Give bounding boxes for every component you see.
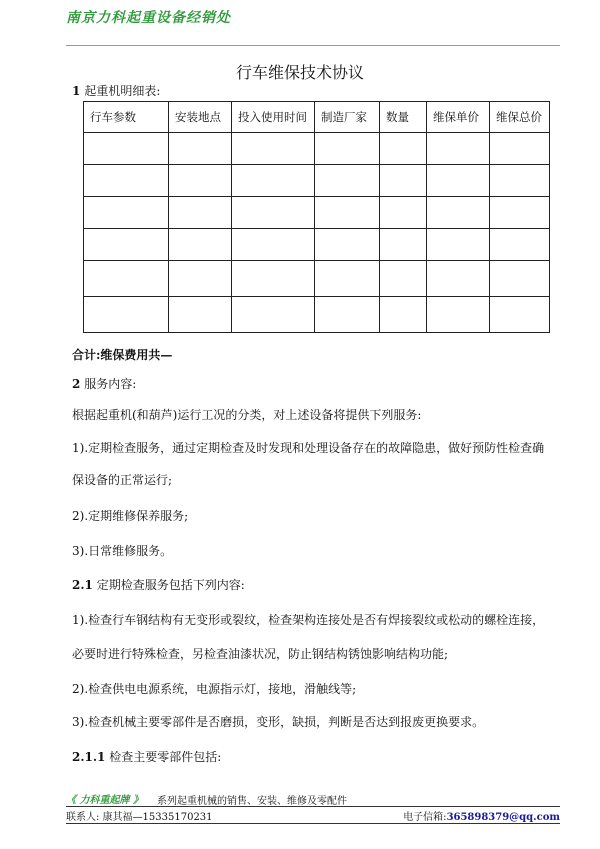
service-1-line-2: 保设备的正常运行; [72, 473, 173, 487]
footer-email-link[interactable]: 365898379@qq.com [446, 811, 560, 823]
footer-brand: 《 力科重起牌 》 [66, 791, 143, 807]
section-2-heading [72, 376, 136, 392]
inspection-1-line-2: 必要时进行特殊检查，另检查油漆状况，防止钢结构锈蚀影响结构功能; [72, 647, 449, 661]
total-fee: 合计:维保费用共— [72, 348, 173, 362]
section-2-label: 服务内容: [84, 377, 137, 391]
page-footer [66, 792, 560, 824]
col-header-commission-date: 投入使用时间 [232, 102, 315, 133]
inspection-3: 3).检查机械主要零部件是否磨损，变形，缺损，判断是否达到报废更换要求。 [72, 715, 485, 729]
col-header-install-location: 安装地点 [169, 102, 232, 133]
section-1-number: 1 [72, 84, 81, 98]
section-1-heading [72, 82, 160, 99]
footer-email-label: 电子信箱: [403, 811, 447, 823]
section-2-1-1-heading [72, 749, 221, 765]
service-1-line-1: 1).定期检查服务，通过定期检查及时发现和处理设备存在的故障隐患，做好预防性检查确 [72, 441, 545, 455]
table-row [84, 297, 550, 333]
section-2-1-1-label: 检查主要零部件包括: [109, 750, 222, 764]
section-2-1-1-number: 2.1.1 [72, 750, 106, 764]
footer-contact-row [66, 807, 560, 824]
section-1-label: 起重机明细表: [84, 84, 161, 98]
footer-email-block [403, 808, 560, 823]
col-header-crane-params: 行车参数 [84, 102, 169, 133]
section-2-number: 2 [72, 377, 81, 391]
crane-details-table [83, 101, 550, 333]
footer-brand-row [66, 792, 560, 807]
services-intro: 根据起重机(和葫芦)运行工况的分类，对上述设备将提供下列服务: [72, 408, 422, 422]
table-row [84, 165, 550, 197]
company-name: 南京力科起重设备经销处 [66, 10, 231, 26]
inspection-2: 2).检查供电电源系统，电源指示灯，接地，滑触线等; [72, 682, 357, 696]
table-row [84, 229, 550, 261]
col-header-total-price: 维保总价 [490, 102, 550, 133]
col-header-manufacturer: 制造厂家 [315, 102, 380, 133]
inspection-1-line-1: 1).检查行车钢结构有无变形或裂纹，检查架构连接处是否有焊接裂纹或松动的螺栓连接， [72, 613, 545, 627]
table-header-row [84, 102, 550, 133]
service-2: 2).定期维修保养服务; [72, 509, 189, 523]
section-2-1-heading [72, 577, 245, 593]
footer-tagline: 系列起重机械的销售、安装、维修及零配件 [156, 795, 347, 807]
col-header-quantity: 数量 [380, 102, 427, 133]
section-2-1-label: 定期检查服务包括下列内容: [96, 578, 245, 592]
table-row [84, 261, 550, 297]
document-title: 行车维保技术协议 [235, 63, 364, 82]
col-header-unit-price: 维保单价 [427, 102, 490, 133]
table-row [84, 133, 550, 165]
service-3: 3).日常维修服务。 [72, 544, 173, 558]
header-divider [66, 45, 560, 46]
footer-contact: 联系人: 康其福—15335170231 [66, 811, 213, 823]
section-2-1-number: 2.1 [72, 578, 93, 592]
table-row [84, 197, 550, 229]
